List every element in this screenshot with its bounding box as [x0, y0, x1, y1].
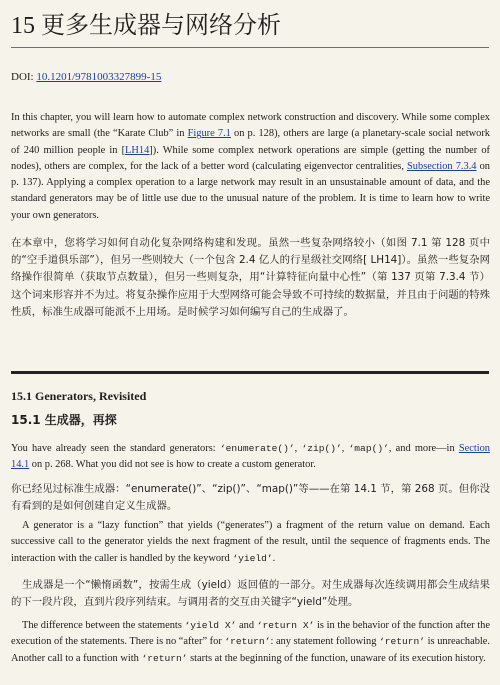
- p1-en-text-3: ,: [341, 443, 349, 454]
- code-enumerate: ‘enumerate()’: [219, 443, 295, 454]
- p3-en-text-5: is unreachable. Another call to a function with: [11, 636, 490, 664]
- section-heading-zh: 15.1 生成器，再探: [11, 413, 117, 427]
- intro-en-text-4: on p. 137). Applying a complex operation to a large network may result in an unsustainable amount of data, and the standard generators may be of little use due to the unusual nature of the problem. It is time to learn how to write your own generators.: [11, 160, 490, 221]
- p3-en-text-1: The difference between the statements: [22, 620, 185, 631]
- code-return-1: ‘return’: [224, 636, 271, 648]
- doi-link[interactable]: 10.1201/9781003327899-15: [36, 71, 162, 83]
- paragraph-2-en: [11, 518, 490, 567]
- code-zip: ‘zip()’: [301, 443, 342, 454]
- paragraph-3-en: [11, 618, 490, 667]
- p2-en-text-2: .: [272, 552, 276, 564]
- code-return-2: ‘return’: [379, 636, 426, 648]
- subsection-7-3-4-link[interactable]: Subsection 7.3.4: [407, 160, 477, 172]
- p3-en-text-3: is in the behavior of the function after the execution of the statements. There is no “after” for: [11, 620, 490, 648]
- p2-en-text-1: A generator is a “lazy function” that yields (“generates”) a fragment of the return value on demand. Each successive call to the generator yields the next fragment of the result, until the sequence of fragments ends. The interaction with the caller is handled by the keyword: [11, 520, 490, 564]
- p1-en-text-4: , and more—in: [388, 443, 459, 454]
- chapter-title: 15 更多生成器与网络分析: [11, 13, 281, 39]
- code-yield: ‘yield’: [232, 552, 273, 564]
- section-divider: [11, 371, 489, 374]
- title-divider: [11, 47, 489, 48]
- p3-en-text-2: and: [236, 620, 257, 631]
- p1-en-text-2: ,: [294, 443, 302, 454]
- p3-en-text-6: starts at the beginning of the function, unaware of its execution history.: [187, 652, 486, 664]
- p1-en-text-5: on p. 268. What you did not see is how to create a custom generator.: [29, 459, 316, 471]
- doi-label: DOI:: [11, 71, 37, 83]
- intro-en-text-1: In this chapter, you will learn how to automate complex network construction and discovery. While some complex networks are small (the “Karate Club” in: [11, 112, 490, 140]
- section-heading-en: 15.1 Generators, Revisited: [11, 389, 147, 403]
- code-return-3: ‘return’: [141, 652, 188, 664]
- paragraph-1-en: [11, 441, 490, 474]
- intro-paragraph-en: [11, 110, 490, 224]
- lh14-citation-link[interactable]: LH14: [125, 144, 150, 156]
- intro-en-text-3: ]). While some complex network operations are simple (getting the number of nodes), others are complex, for the lack of a better word (calculating eigenvector centralities,: [11, 144, 490, 172]
- p3-en-text-4: : any statement following: [270, 636, 379, 648]
- paragraph-2-zh: 生成器是一个“懒惰函数”，按需生成（yield）返回值的一部分。对生成器每次连续调用都会生成结果的下一段片段，直到片段序列结束。与调用者的交互由关键字“yield”处理。: [11, 579, 490, 609]
- doi-line: [11, 71, 161, 83]
- p1-en-text-1: You have already seen the standard generators:: [11, 443, 220, 454]
- code-return-x: ‘return X’: [256, 620, 315, 631]
- intro-en-text-2: on p. 128), others are large (a planetary-scale social network of 240 million people in [: [11, 128, 491, 156]
- code-map: ‘map()’: [348, 443, 389, 454]
- section-14-1-link[interactable]: Section 14.1: [11, 443, 490, 471]
- figure-7-1-link[interactable]: Figure 7.1: [187, 128, 231, 140]
- code-yield-x: ‘yield X’: [184, 620, 237, 631]
- intro-paragraph-zh: 在本章中，您将学习如何自动化复杂网络构建和发现。虽然一些复杂网络较小（如图 7.1 第 128 页中的“空手道俱乐部”），但另一些则较大（一个包含 2.4 亿人的行星级社交网络[ LH14]）。虽然一些复杂网络操作很简单（获取节点数量），但另一些则复杂，用“计算特征向量中心性”（第 137 页第 7.3.4 节）这个词来形容并不为过。将复杂操作应用于大型网络可能会导致不可持续的数据量，并且由于问题的特殊性质，标准生成器可能派不上用场。是时候学习如何编写自己的生成器了。: [11, 237, 490, 318]
- paragraph-1-zh: 你已经见过标准生成器：“enumerate()”、“zip()”、“map()”等——在第 14.1 节，第 268 页。但你没有看到的是如何创建自定义生成器。: [11, 483, 490, 513]
